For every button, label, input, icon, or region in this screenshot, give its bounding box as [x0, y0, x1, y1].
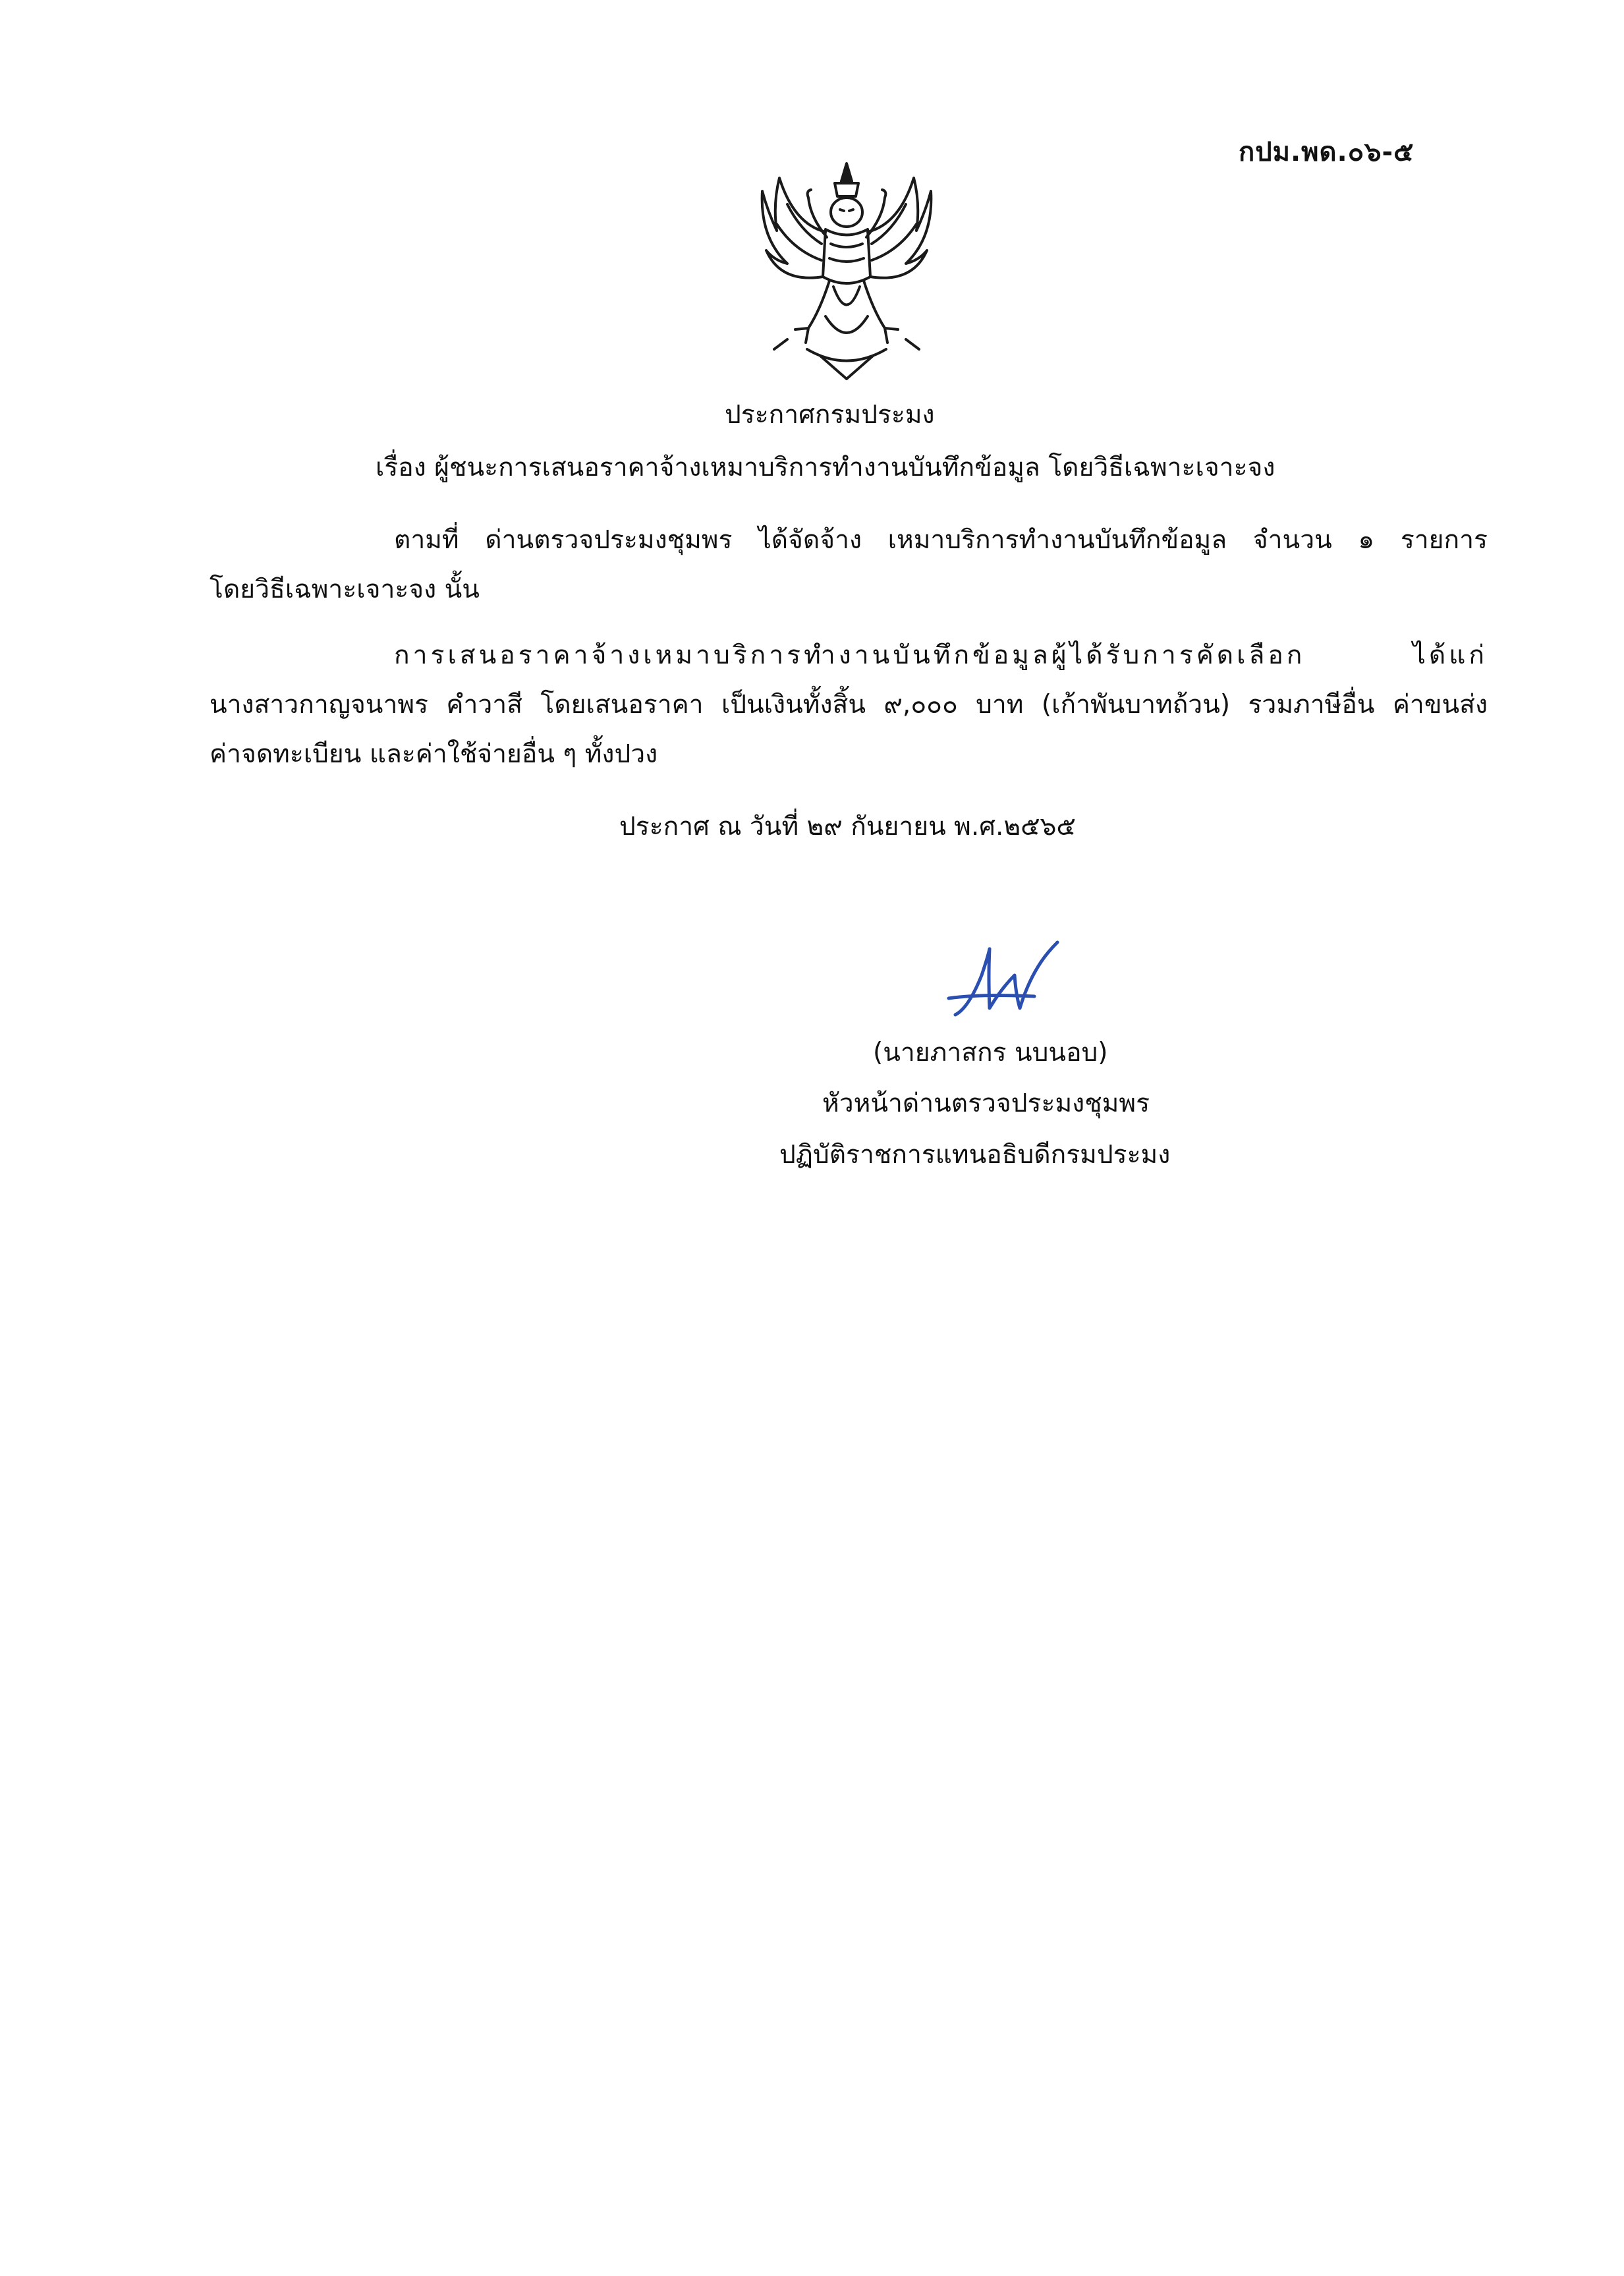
garuda-emblem-icon [748, 152, 945, 382]
signature-icon [942, 936, 1074, 1035]
paragraph-2-line-3: ค่าจดทะเบียน และค่าใช้จ่ายอื่น ๆ ทั้งปวง [210, 739, 658, 769]
signer-position: หัวหน้าด่านตรวจประมงชุมพร [822, 1089, 1150, 1118]
signer-acting-position: ปฏิบัติราชการแทนอธิบดีกรมประมง [779, 1140, 1171, 1170]
form-code: กปม.พด.๐๖-๕ [1239, 137, 1414, 167]
signer-name: (นายภาสกร นบนอบ) [873, 1038, 1108, 1067]
paragraph-2-line-2: นางสาวกาญจนาพร คำวาสี โดยเสนอราคา เป็นเงินทั้งสิ้น ๙,๐๐๐ บาท (เก้าพันบาทถ้วน) รวมภาษีอื่น ค่าขนส่ง [210, 690, 1488, 720]
paragraph-2-line-1: การเสนอราคาจ้างเหมาบริการทำงานบันทึกข้อมูลผู้ได้รับการคัดเลือก ได้แก่ [394, 640, 1488, 670]
paragraph-1-line-2: โดยวิธีเฉพาะเจาะจง นั้น [210, 575, 480, 604]
announcement-title: ประกาศกรมประมง [725, 400, 935, 430]
paragraph-1-line-1: ตามที่ ด่านตรวจประมงชุมพร ได้จัดจ้าง เหมาบริการทำงานบันทึกข้อมูล จำนวน ๑ รายการ [394, 525, 1488, 555]
announcement-dateline: ประกาศ ณ วันที่ ๒๙ กันยายน พ.ศ.๒๕๖๕ [619, 812, 1076, 841]
announcement-subject: เรื่อง ผู้ชนะการเสนอราคาจ้างเหมาบริการทำงานบันทึกข้อมูล โดยวิธีเฉพาะเจาะจง [376, 453, 1275, 482]
